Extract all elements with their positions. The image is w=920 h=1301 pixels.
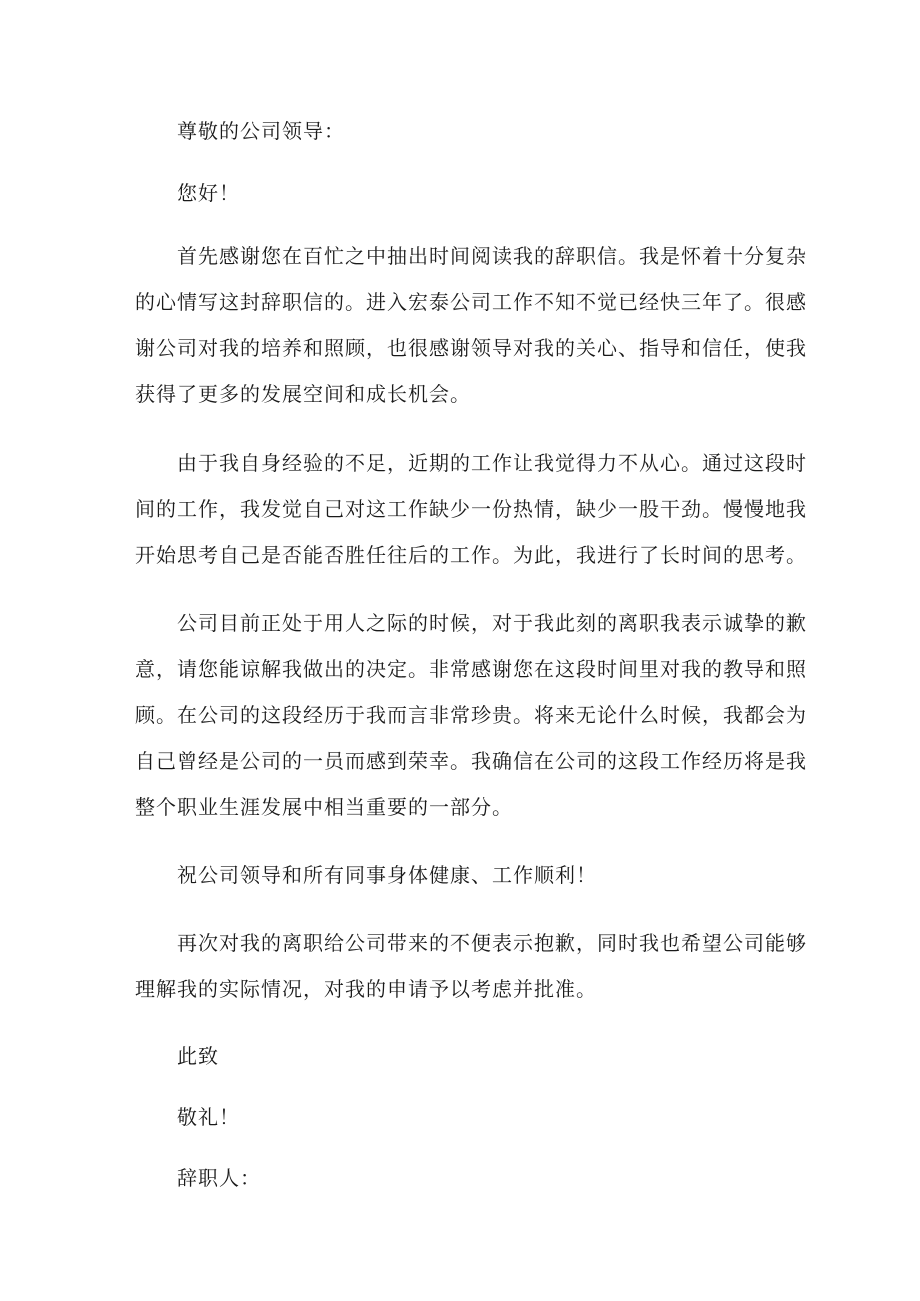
paragraph-3-line-4: 自己曾经是公司的一员而感到荣幸。我确信在公司的这段工作经历将是我 bbox=[135, 749, 807, 773]
closing-jing-li: 敬礼！ bbox=[177, 1105, 240, 1129]
paragraph-3-line-1: 公司目前正处于用人之际的时候，对于我此刻的离职我表示诚挚的歉 bbox=[177, 611, 807, 635]
paragraph-3-line-3: 顾。在公司的这段经历于我而言非常珍贵。将来无论什么时候，我都会为 bbox=[135, 703, 807, 727]
paragraph-1-line-3: 谢公司对我的培养和照顾，也很感谢领导对我的关心、指导和信任，使我 bbox=[135, 336, 807, 360]
paragraph-1-line-2: 的心情写这封辞职信的。进入宏泰公司工作不知不觉已经快三年了。很感 bbox=[135, 290, 807, 314]
paragraph-3-line-5: 整个职业生涯发展中相当重要的一部分。 bbox=[135, 795, 513, 819]
paragraph-3-line-2: 意，请您能谅解我做出的决定。非常感谢您在这段时间里对我的教导和照 bbox=[135, 657, 807, 681]
signature-label: 辞职人： bbox=[177, 1166, 261, 1190]
paragraph-2-line-3: 开始思考自己是否能否胜任往后的工作。为此，我进行了长时间的思考。 bbox=[135, 543, 807, 567]
closing-ci-zhi: 此致 bbox=[177, 1044, 219, 1068]
paragraph-2-line-1: 由于我自身经验的不足，近期的工作让我觉得力不从心。通过这段时 bbox=[177, 451, 807, 475]
paragraph-4-line-1: 再次对我的离职给公司带来的不便表示抱歉，同时我也希望公司能够 bbox=[177, 931, 807, 955]
wishes-line: 祝公司领导和所有同事身体健康、工作顺利！ bbox=[177, 863, 597, 887]
paragraph-2-line-2: 间的工作，我发觉自己对这工作缺少一份热情，缺少一股干劲。慢慢地我 bbox=[135, 497, 807, 521]
salutation: 尊敬的公司领导： bbox=[177, 119, 345, 143]
paragraph-4-line-2: 理解我的实际情况，对我的申请予以考虑并批准。 bbox=[135, 977, 597, 1001]
paragraph-1-line-1: 首先感谢您在百忙之中抽出时间阅读我的辞职信。我是怀着十分复杂 bbox=[177, 244, 807, 268]
paragraph-1-line-4: 获得了更多的发展空间和成长机会。 bbox=[135, 382, 471, 406]
greeting: 您好！ bbox=[177, 181, 240, 205]
